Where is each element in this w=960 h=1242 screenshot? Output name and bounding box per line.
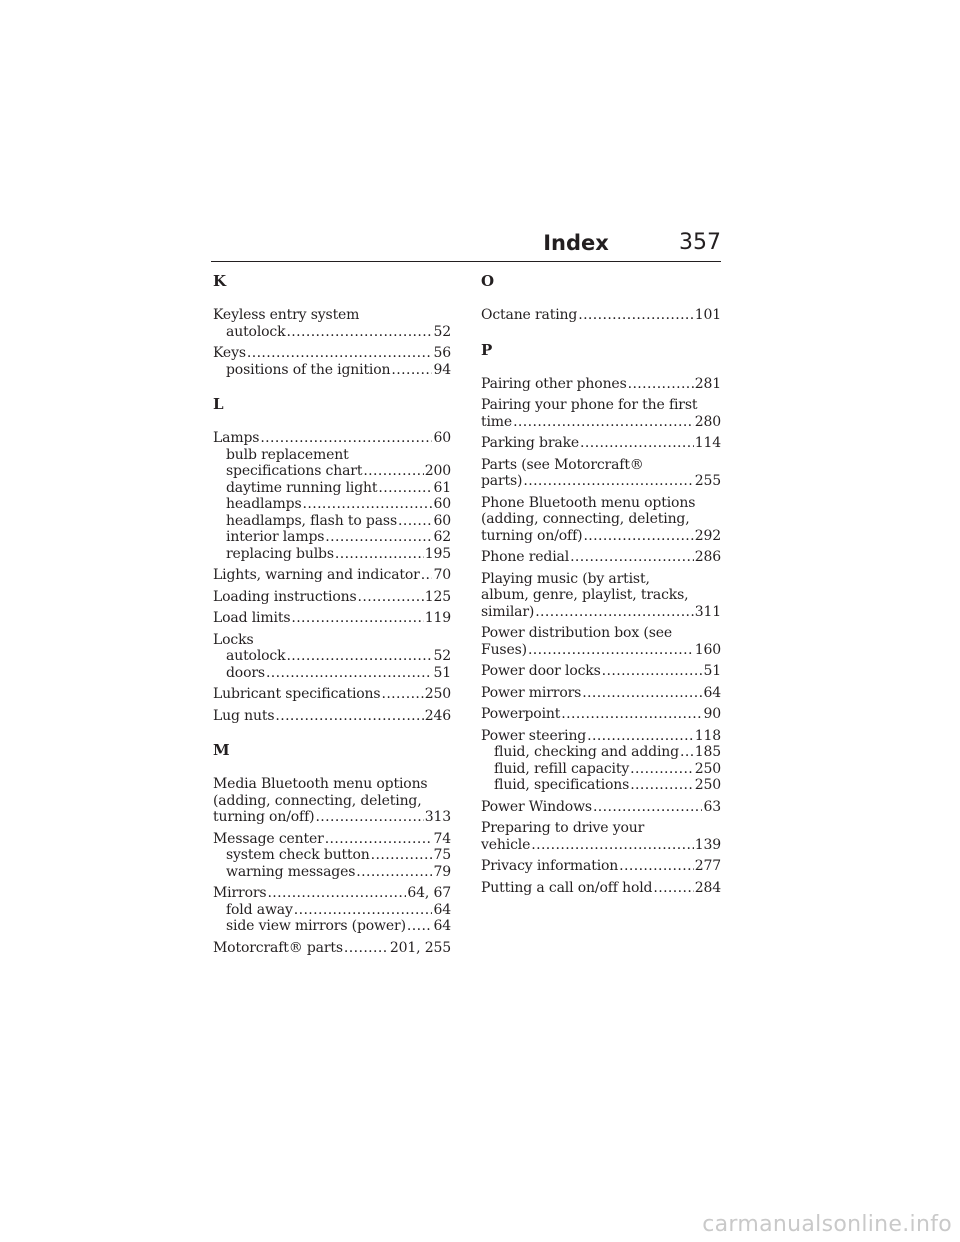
dot-leader: [325, 529, 432, 546]
entry-text: replacing bulbs: [226, 545, 334, 562]
entry-text: Keyless entry system: [213, 307, 360, 323]
dot-leader: [294, 902, 433, 919]
entry-page-ref: 286: [694, 549, 721, 565]
entry-page-ref: 201, 255: [389, 939, 451, 956]
entry-text: Power distribution box (see: [481, 625, 672, 641]
index-column-left: [213, 272, 451, 961]
index-entry: [213, 567, 451, 584]
entry-text: fluid, checking and adding: [494, 744, 679, 760]
entry-page-ref: 281: [694, 375, 721, 392]
entry-text: Privacy information: [481, 858, 619, 874]
section-title: Index: [543, 231, 609, 255]
entry-text: fluid, refill capacity: [494, 760, 630, 777]
index-subentry-line: [213, 847, 451, 864]
index-letter-heading: M: [213, 741, 230, 759]
entry-text: similar): [481, 603, 535, 620]
index-entry-line: [213, 345, 451, 362]
index-entry-line: [481, 799, 721, 816]
entry-text: fold away: [226, 901, 293, 918]
index-entry-line: [481, 397, 721, 414]
entry-page-ref: 200: [424, 463, 451, 479]
index-subentry-line: [481, 777, 721, 794]
entry-page-ref: 60: [433, 430, 451, 446]
index-entry-line: [481, 604, 721, 621]
entry-text: Octane rating: [481, 307, 578, 323]
index-entry: [481, 799, 721, 816]
index-letter-heading: K: [213, 272, 227, 290]
dot-leader: [378, 480, 432, 497]
entry-text: Pairing other phones: [481, 375, 627, 392]
entry-text: (adding, connecting, deleting,: [213, 792, 422, 809]
entry-text: bulb replacement: [226, 446, 349, 463]
entry-page-ref: 75: [433, 847, 451, 863]
index-entry: [213, 632, 451, 682]
index-entry: [481, 435, 721, 452]
dot-leader: [398, 513, 432, 530]
entry-page-ref: 284: [694, 879, 721, 896]
entry-text: Putting a call on/off hold: [481, 879, 653, 896]
index-entry-line: [481, 587, 721, 604]
index-entry-line: [481, 571, 721, 588]
dot-leader: [247, 345, 433, 362]
entry-text: Lights, warning and indicator: [213, 567, 420, 583]
entry-text: Keys: [213, 345, 246, 361]
index-entry-line: [213, 610, 451, 627]
entry-text: Lug nuts: [213, 707, 275, 724]
index-entry-line: [213, 686, 451, 703]
index-entry-line: [481, 685, 721, 702]
dot-leader: [358, 589, 424, 606]
index-entry-line: [213, 567, 451, 584]
dot-leader: [593, 799, 703, 816]
entry-page-ref: 114: [694, 435, 721, 451]
entry-text: Power door locks: [481, 663, 601, 679]
entry-page-ref: 51: [703, 663, 721, 679]
index-entry: [481, 397, 721, 430]
index-subentry-line: [213, 480, 451, 497]
index-entry: [481, 495, 721, 545]
index-subentry-line: [213, 447, 451, 464]
index-entry: [481, 625, 721, 658]
index-letter-heading: L: [213, 395, 224, 413]
entry-text: specifications chart: [226, 463, 363, 479]
entry-page-ref: 62: [433, 529, 451, 545]
dot-leader: [391, 362, 432, 379]
index-entry-line: [481, 511, 721, 528]
index-subentry-line: [213, 324, 451, 341]
entry-page-ref: 60: [433, 512, 451, 529]
dot-leader: [421, 567, 433, 584]
entry-page-ref: 64: [703, 684, 721, 701]
watermark: carmanualsonline.info: [702, 1212, 952, 1237]
index-subentry-line: [213, 902, 451, 919]
index-entry: [481, 728, 721, 794]
dot-leader: [344, 940, 389, 957]
index-entry: [213, 345, 451, 378]
index-entry: [481, 571, 721, 621]
entry-text: autolock: [226, 323, 286, 340]
index-entry-line: [481, 663, 721, 680]
entry-text: fluid, specifications: [494, 777, 630, 793]
entry-text: turning on/off): [213, 809, 315, 825]
index-entry-line: [481, 728, 721, 745]
entry-page-ref: 250: [694, 777, 721, 793]
entry-page-ref: 195: [424, 545, 451, 562]
entry-text: Power steering: [481, 727, 587, 744]
entry-text: Pairing your phone for the first: [481, 397, 698, 413]
entry-page-ref: 61: [433, 479, 451, 496]
entry-page-ref: 51: [433, 664, 451, 681]
entry-page-ref: 74: [433, 830, 451, 847]
index-subentry-line: [213, 918, 451, 935]
entry-page-ref: 185: [694, 744, 721, 760]
index-entry-line: [481, 642, 721, 659]
entry-page-ref: 52: [433, 648, 451, 664]
entry-page-ref: 60: [433, 496, 451, 512]
dot-leader: [531, 837, 693, 854]
index-entry-line: [481, 820, 721, 837]
dot-leader: [619, 858, 694, 875]
index-letter-heading: O: [481, 272, 495, 290]
index-entry-line: [481, 435, 721, 452]
index-entry: [213, 686, 451, 703]
entry-text: side view mirrors (power): [226, 918, 406, 934]
dot-leader: [291, 610, 423, 627]
dot-leader: [286, 324, 432, 341]
dot-leader: [587, 728, 694, 745]
entry-text: headlamps, flash to pass: [226, 512, 397, 529]
index-subentry-line: [213, 496, 451, 513]
entry-text: Load limits: [213, 610, 291, 626]
entry-text: time: [481, 413, 513, 430]
dot-leader: [513, 414, 694, 431]
entry-page-ref: 64: [433, 918, 451, 934]
dot-leader: [628, 376, 694, 393]
dot-leader: [325, 831, 433, 848]
index-entry-line: [213, 307, 451, 324]
dot-leader: [363, 463, 423, 480]
index-entry-line: [481, 457, 721, 474]
dot-leader: [535, 604, 694, 621]
index-entry-line: [213, 793, 451, 810]
entry-text: autolock: [226, 648, 286, 664]
index-entry: [481, 685, 721, 702]
entry-page-ref: 79: [433, 863, 451, 880]
index-entry-line: [481, 495, 721, 512]
index-entry: [481, 880, 721, 897]
index-subentry-line: [213, 463, 451, 480]
entry-page-ref: 101: [694, 307, 721, 323]
entry-text: Lubricant specifications: [213, 686, 381, 702]
entry-text: positions of the ignition: [226, 361, 391, 378]
index-column-right: [481, 272, 721, 901]
entry-text: Message center: [213, 830, 324, 847]
dot-leader: [583, 528, 693, 545]
entry-page-ref: 94: [433, 361, 451, 378]
entry-page-ref: 56: [433, 345, 451, 361]
entry-page-ref: 311: [694, 603, 721, 620]
index-entry-line: [213, 589, 451, 606]
entry-text: Playing music (by artist,: [481, 570, 650, 587]
entry-text: Powerpoint: [481, 706, 561, 722]
entry-text: Media Bluetooth menu options: [213, 776, 428, 792]
index-entry-line: [213, 632, 451, 649]
entry-text: turning on/off): [481, 527, 583, 544]
index-entry-line: [481, 625, 721, 642]
index-entry: [213, 430, 451, 562]
dot-leader: [286, 648, 432, 665]
entry-text: Preparing to drive your: [481, 820, 645, 836]
entry-text: Power Windows: [481, 798, 592, 815]
index-entry-line: [481, 376, 721, 393]
index-entry: [213, 885, 451, 935]
index-subentry-line: [213, 864, 451, 881]
entry-text: Parts (see Motorcraft®: [481, 456, 644, 473]
index-entry-line: [213, 776, 451, 793]
dot-leader: [561, 706, 702, 723]
index-entry-line: [481, 549, 721, 566]
entry-page-ref: 292: [694, 527, 721, 544]
header-rule: [211, 261, 721, 262]
index-entry: [213, 610, 451, 627]
dot-leader: [275, 708, 423, 725]
index-subentry-line: [481, 744, 721, 761]
index-entry-line: [213, 885, 451, 902]
index-entry: [481, 820, 721, 853]
entry-page-ref: 139: [694, 836, 721, 853]
index-entry-line: [481, 528, 721, 545]
index-entry-line: [213, 430, 451, 447]
index-entry: [213, 307, 451, 340]
entry-page-ref: 118: [694, 727, 721, 744]
entry-page-ref: 250: [694, 760, 721, 777]
index-entry-line: [481, 837, 721, 854]
entry-page-ref: 280: [694, 413, 721, 430]
index-entry: [481, 858, 721, 875]
dot-leader: [528, 642, 694, 659]
entry-text: Power mirrors: [481, 684, 582, 701]
index-entry-line: [213, 831, 451, 848]
entry-text: Lamps: [213, 430, 260, 446]
index-subentry-line: [213, 665, 451, 682]
index-entry: [213, 831, 451, 881]
dot-leader: [315, 809, 423, 826]
entry-page-ref: 119: [424, 610, 451, 626]
index-letter-heading: P: [481, 340, 493, 359]
dot-leader: [407, 918, 433, 935]
index-entry-line: [481, 858, 721, 875]
index-entry: [481, 457, 721, 490]
entry-text: Mirrors: [213, 885, 267, 901]
index-entry: [213, 776, 451, 826]
index-subentry-line: [213, 529, 451, 546]
dot-leader: [303, 496, 433, 513]
entry-text: album, genre, playlist, tracks,: [481, 587, 689, 603]
entry-text: Fuses): [481, 641, 527, 658]
entry-page-ref: 70: [433, 567, 451, 583]
entry-text: headlamps: [226, 496, 302, 512]
index-entry: [481, 549, 721, 566]
page-number: 357: [679, 230, 721, 255]
entry-page-ref: 64, 67: [407, 885, 451, 901]
entry-text: Loading instructions: [213, 588, 357, 605]
index-entry: [213, 940, 451, 957]
dot-leader: [267, 885, 406, 902]
index-entry: [481, 706, 721, 723]
entry-text: Phone Bluetooth menu options: [481, 494, 696, 511]
entry-page-ref: 246: [424, 707, 451, 724]
index-entry-line: [213, 708, 451, 725]
dot-leader: [580, 435, 694, 452]
entry-page-ref: 277: [694, 858, 721, 874]
index-entry: [481, 663, 721, 680]
entry-text: daytime running light: [226, 479, 378, 496]
index-subentry-line: [481, 761, 721, 778]
entry-text: Phone redial: [481, 549, 570, 565]
dot-leader: [523, 473, 693, 490]
dot-leader: [602, 663, 703, 680]
dot-leader: [653, 880, 693, 897]
index-entry-line: [481, 473, 721, 490]
dot-leader: [371, 847, 433, 864]
entry-page-ref: 160: [694, 641, 721, 658]
index-entry-line: [481, 307, 721, 324]
index-subentry-line: [213, 513, 451, 530]
entry-text: (adding, connecting, deleting,: [481, 511, 690, 527]
entry-text: Motorcraft® parts: [213, 939, 343, 956]
page-header: [211, 226, 721, 262]
entry-page-ref: 250: [424, 686, 451, 702]
index-entry-line: [481, 414, 721, 431]
entry-text: system check button: [226, 847, 370, 863]
entry-text: doors: [226, 664, 265, 681]
entry-page-ref: 52: [433, 323, 451, 340]
index-entry-line: [213, 809, 451, 826]
index-subentry-line: [213, 362, 451, 379]
entry-text: warning messages: [226, 863, 356, 880]
entry-page-ref: 125: [424, 588, 451, 605]
index-subentry-line: [213, 648, 451, 665]
dot-leader: [381, 686, 423, 703]
entry-page-ref: 64: [433, 901, 451, 918]
entry-page-ref: 255: [694, 473, 721, 489]
entry-text: interior lamps: [226, 529, 325, 545]
index-entry: [481, 307, 721, 324]
index-entry: [481, 376, 721, 393]
dot-leader: [630, 777, 694, 794]
entry-text: vehicle: [481, 836, 531, 853]
index-entry: [213, 589, 451, 606]
entry-text: Locks: [213, 631, 254, 648]
dot-leader: [356, 864, 432, 881]
dot-leader: [582, 685, 702, 702]
dot-leader: [630, 761, 694, 778]
index-entry-line: [481, 880, 721, 897]
index-entry: [213, 708, 451, 725]
dot-leader: [260, 430, 432, 447]
entry-page-ref: 90: [703, 706, 721, 722]
dot-leader: [266, 665, 433, 682]
entry-page-ref: 63: [703, 798, 721, 815]
entry-text: parts): [481, 473, 523, 489]
entry-text: Parking brake: [481, 435, 580, 451]
index-subentry-line: [213, 546, 451, 563]
entry-page-ref: 313: [424, 809, 451, 825]
dot-leader: [680, 744, 694, 761]
index-entry-line: [213, 940, 451, 957]
dot-leader: [578, 307, 694, 324]
index-entry-line: [481, 706, 721, 723]
dot-leader: [570, 549, 694, 566]
dot-leader: [335, 546, 424, 563]
